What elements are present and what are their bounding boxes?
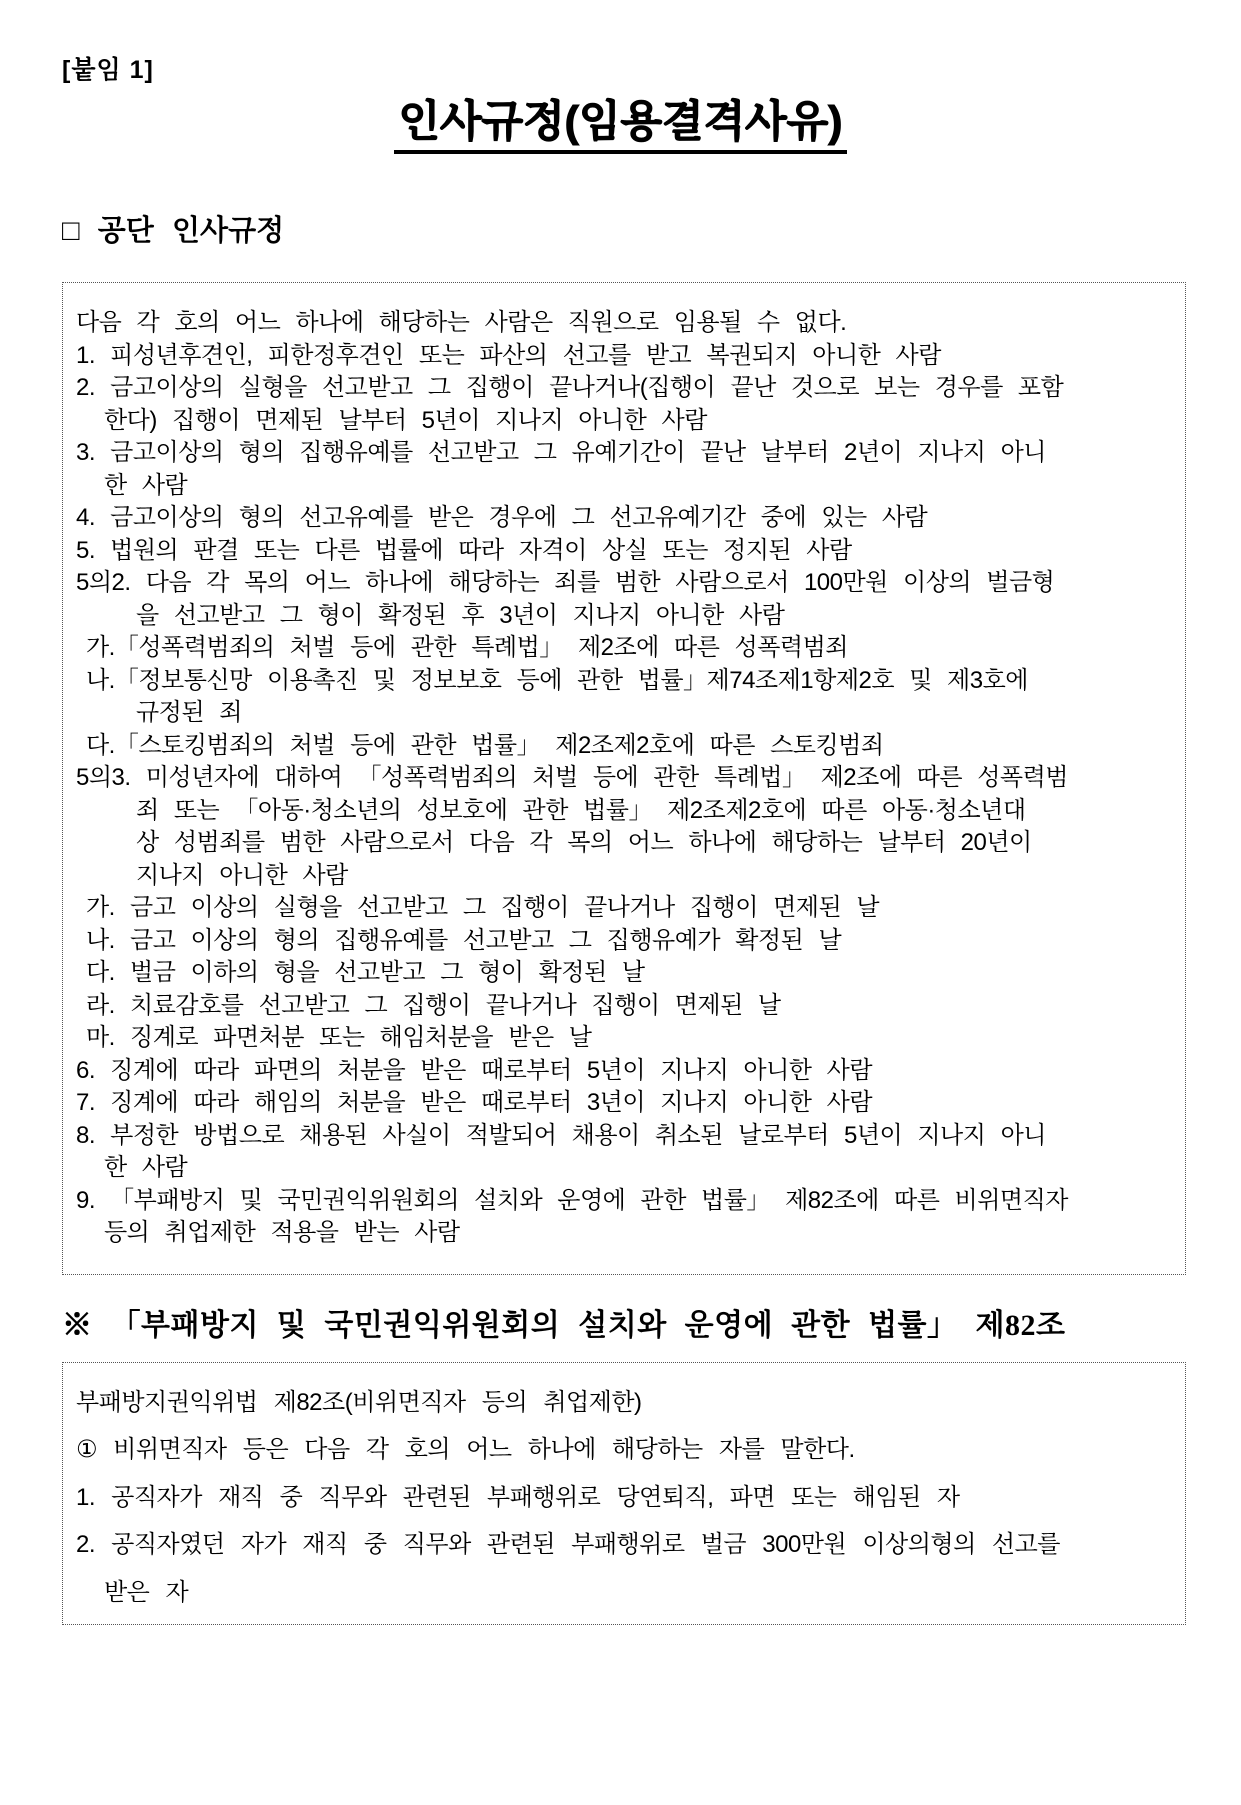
section-heading: □ 공단 인사규정 [62, 215, 285, 248]
attachment-label: [붙임 1] [62, 56, 154, 84]
rule-line: 가. 금고 이상의 실형을 선고받고 그 집행이 끝나거나 집행이 면제된 날 [86, 894, 879, 922]
rule-line: 죄 또는 「아동·청소년의 성보호에 관한 법률」 제2조제2호에 따른 아동·청소년대 [136, 796, 1026, 824]
rule-line: 다.「스토킹범죄의 처벌 등에 관한 법률」 제2조제2호에 따른 스토킹범죄 [86, 731, 884, 759]
rule-line: 1. 피성년후견인, 피한정후견인 또는 파산의 선고를 받고 복권되지 아니한 사람 [76, 341, 941, 369]
rule-line: 4. 금고이상의 형의 선고유예를 받은 경우에 그 선고유예기간 중에 있는 사람 [76, 504, 928, 532]
law-line: 2. 공직자였던 자가 재직 중 직무와 관련된 부패행위로 벌금 300만원 이상의형의 선고를 [76, 1531, 1060, 1559]
law-line: 받은 자 [104, 1578, 189, 1606]
document-page [0, 50, 1241, 1805]
rule-line: 5. 법원의 판결 또는 다른 법률에 따라 자격이 상실 또는 정지된 사람 [76, 536, 852, 564]
law-line: 부패방지권익위법 제82조(비위면직자 등의 취업제한) [76, 1388, 642, 1416]
rule-line: 한 사람 [104, 471, 188, 499]
rule-line: 나.「정보통신망 이용촉진 및 정보보호 등에 관한 법률」제74조제1항제2호 및 제3호에 [86, 666, 1028, 694]
rule-line: 등의 취업제한 적용을 받는 사람 [104, 1219, 460, 1247]
rule-line: 8. 부정한 방법으로 채용된 사실이 적발되어 채용이 취소된 날로부터 5년이 지나지 아니 [76, 1121, 1046, 1149]
rule-line: 을 선고받고 그 형이 확정된 후 3년이 지나지 아니한 사람 [136, 601, 785, 629]
rule-line: 마. 징계로 파면처분 또는 해임처분을 받은 날 [86, 1024, 592, 1052]
rule-line: 상 성범죄를 범한 사람으로서 다음 각 목의 어느 하나에 해당하는 날부터 20년이 [136, 829, 1032, 857]
rule-line: 7. 징계에 따라 해임의 처분을 받은 때로부터 3년이 지나지 아니한 사람 [76, 1089, 873, 1117]
rule-line: 6. 징계에 따라 파면의 처분을 받은 때로부터 5년이 지나지 아니한 사람 [76, 1056, 873, 1084]
law-line: ① 비위면직자 등은 다음 각 호의 어느 하나에 해당하는 자를 말한다. [76, 1436, 855, 1464]
rule-line: 한다) 집행이 면제된 날부터 5년이 지나지 아니한 사람 [104, 406, 707, 434]
rule-line: 9. 「부패방지 및 국민권익위원회의 설치와 운영에 관한 법률」 제82조에 따른 비위면직자 [76, 1186, 1068, 1214]
rule-line: 2. 금고이상의 실형을 선고받고 그 집행이 끝나거나(집행이 끝난 것으로 보는 경우를 포함 [76, 374, 1064, 402]
anti-corruption-law-box [62, 1362, 1186, 1626]
rule-line: 규정된 죄 [136, 699, 242, 727]
title-row [0, 98, 1241, 154]
rule-line: 3. 금고이상의 형의 집행유예를 선고받고 그 유예기간이 끝난 날부터 2년이 지나지 아니 [76, 439, 1046, 467]
rule-line: 5의3. 미성년자에 대하여 「성폭력범죄의 처벌 등에 관한 특례법」 제2조에 따른 성폭력범 [76, 764, 1068, 792]
law-reference-heading: ※ 「부패방지 및 국민권익위원회의 설치와 운영에 관한 법률」 제82조 [62, 1308, 1066, 1342]
rule-line: 5의2. 다음 각 목의 어느 하나에 해당하는 죄를 범한 사람으로서 100만원 이상의 벌금형 [76, 569, 1055, 597]
rule-line: 라. 치료감호를 선고받고 그 집행이 끝나거나 집행이 면제된 날 [86, 991, 781, 1019]
page-title: 인사규정(임용결격사유) [394, 98, 846, 154]
law-line: 1. 공직자가 재직 중 직무와 관련된 부패행위로 당연퇴직, 파면 또는 해임된 자 [76, 1483, 960, 1511]
rule-line: 지나지 아니한 사람 [136, 861, 348, 889]
rule-line: 한 사람 [104, 1154, 188, 1182]
rule-line: 가.「성폭력범죄의 처벌 등에 관한 특례법」 제2조에 따른 성폭력범죄 [86, 634, 848, 662]
personnel-rules-box [62, 282, 1186, 1275]
rule-line: 다음 각 호의 어느 하나에 해당하는 사람은 직원으로 임용될 수 없다. [76, 309, 847, 337]
rule-line: 나. 금고 이상의 형의 집행유예를 선고받고 그 집행유예가 확정된 날 [86, 926, 842, 954]
rule-line: 다. 벌금 이하의 형을 선고받고 그 형이 확정된 날 [86, 959, 645, 987]
